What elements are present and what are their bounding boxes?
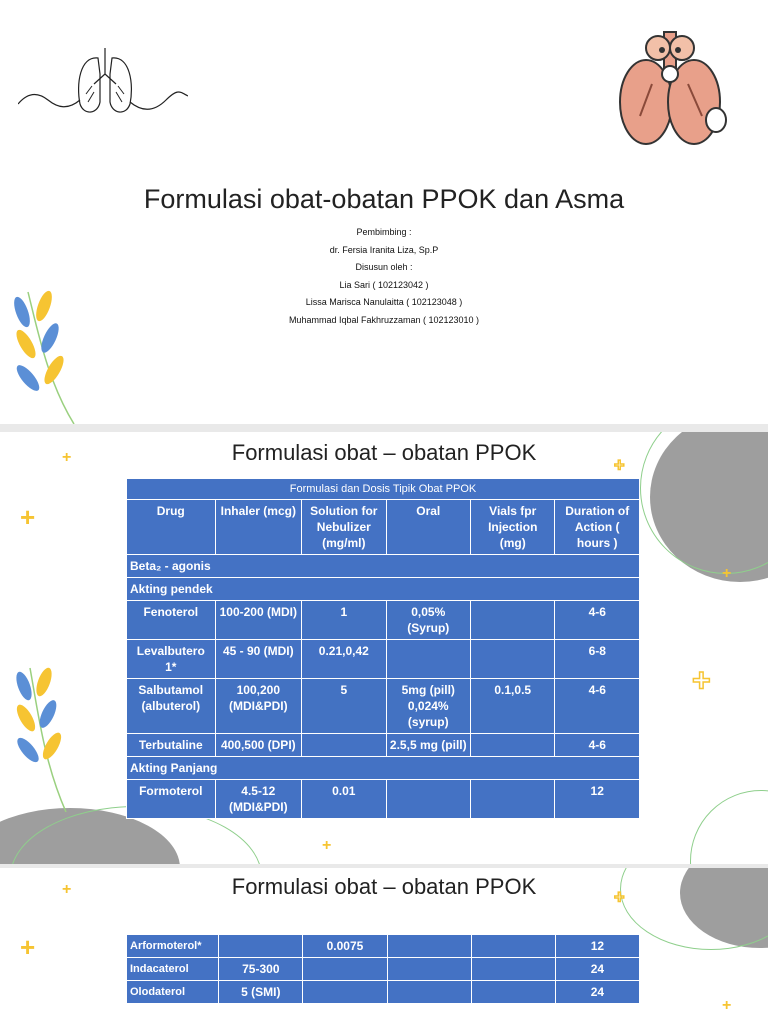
table-cell: [471, 601, 555, 640]
plus-icon: +: [62, 881, 72, 898]
table-row: [127, 734, 640, 757]
slide-title: [0, 0, 768, 424]
table-cell: [471, 734, 555, 757]
table-cell: 2.5,5 mg (pill): [386, 734, 470, 757]
table-cell: Arformoterol*: [127, 935, 219, 958]
section-row: Akting Panjang: [127, 757, 640, 780]
table-cell: 0,05% (Syrup): [386, 601, 470, 640]
table-row: [127, 780, 640, 819]
authors-label: Disusun oleh :: [355, 262, 413, 272]
plus-outline-icon: +: [692, 662, 711, 698]
table-cell: 100,200 (MDI&PDI): [215, 679, 302, 734]
table-row: [127, 958, 640, 981]
table-cell: 4-6: [555, 601, 640, 640]
table-cell: 0.21,0,42: [302, 640, 386, 679]
table-row: [127, 679, 640, 734]
table-cell: 0.1,0.5: [471, 679, 555, 734]
plus-icon: +: [722, 997, 732, 1014]
table-cell: 75-300: [219, 958, 303, 981]
drug-table: [126, 478, 640, 819]
table-cell: 4-6: [555, 734, 640, 757]
table-cell: Formoterol: [127, 780, 216, 819]
table-cell: 5: [302, 679, 386, 734]
column-header: Inhaler (mcg): [215, 500, 302, 555]
table-cell: [471, 958, 555, 981]
table-cell: 400,500 (DPI): [215, 734, 302, 757]
table-cell: [471, 640, 555, 679]
table-cell: [387, 981, 471, 1004]
column-header: Vials fpr Injection (mg): [471, 500, 555, 555]
column-header: Oral: [386, 500, 470, 555]
section-row: Beta₂ - agonis: [127, 555, 640, 578]
column-header: Solution for Nebulizer (mg/ml): [302, 500, 386, 555]
table-cell: [387, 935, 471, 958]
table-cell: 24: [555, 981, 639, 1004]
column-header: Duration of Action ( hours ): [555, 500, 640, 555]
table-cell: Fenoterol: [127, 601, 216, 640]
table-cell: [303, 981, 387, 1004]
table-cell: 1: [302, 601, 386, 640]
table-cell: 6-8: [555, 640, 640, 679]
table-cell: [219, 935, 303, 958]
plus-icon: +: [20, 502, 36, 532]
slide-table-2: [0, 868, 768, 1024]
table-cell: [303, 958, 387, 981]
table-cell: [386, 780, 470, 819]
page-title: Formulasi obat-obatan PPOK dan Asma: [143, 184, 625, 214]
slide-title: Formulasi obat – obatan PPOK: [231, 874, 537, 899]
author-1: Lia Sari ( 102123042 ): [339, 279, 429, 290]
author-2: Lissa Marisca Nanulaitta ( 102123048 ): [305, 297, 463, 307]
table-cell: [386, 640, 470, 679]
cartoon-lungs-icon: [612, 24, 730, 148]
table-cell: 45 - 90 (MDI): [215, 640, 302, 679]
table-cell: 12: [555, 935, 639, 958]
table-cell: 5mg (pill) 0,024% (syrup): [386, 679, 470, 734]
plus-icon: +: [62, 449, 72, 466]
column-header: Drug: [127, 500, 216, 555]
table-cell: Indacaterol: [127, 958, 219, 981]
table-cell: Levalbutero 1*: [127, 640, 216, 679]
plus-icon: +: [20, 932, 36, 962]
plus-outline-icon: +: [614, 887, 625, 907]
leaf-branch-icon: [8, 662, 72, 812]
table-cell: Salbutamol (albuterol): [127, 679, 216, 734]
table-row: [127, 601, 640, 640]
table-cell: [302, 734, 386, 757]
table-cell: [471, 780, 555, 819]
table-cell: Terbutaline: [127, 734, 216, 757]
table-cell: 4.5-12 (MDI&PDI): [215, 780, 302, 819]
table-row: [127, 935, 640, 958]
lungs-line-art-icon: [18, 44, 188, 124]
table-cell: Olodaterol: [127, 981, 219, 1004]
author-3: Muhammad Iqbal Fakhruzzaman ( 102123010 ): [288, 314, 480, 325]
table-cell: 0.0075: [303, 935, 387, 958]
table-cell: [387, 958, 471, 981]
table-cell: 24: [555, 958, 639, 981]
table-cell: 0.01: [302, 780, 386, 819]
table-cell: 100-200 (MDI): [215, 601, 302, 640]
author-block: [0, 224, 768, 329]
leaf-branch-icon: [8, 282, 80, 424]
drug-table-continued: [126, 934, 640, 1004]
table-row: [127, 981, 640, 1004]
table-cell: 4-6: [555, 679, 640, 734]
plus-icon: +: [322, 837, 332, 854]
table-cell: 12: [555, 780, 640, 819]
table-row: [127, 640, 640, 679]
plus-outline-icon: +: [614, 455, 625, 475]
section-row: Akting pendek: [127, 578, 640, 601]
table-cell: [471, 935, 555, 958]
decor-ring-bottom-right: [690, 790, 768, 864]
table-caption: Formulasi dan Dosis Tipik Obat PPOK: [127, 479, 640, 500]
table-cell: [471, 981, 555, 1004]
plus-icon: +: [722, 565, 732, 582]
supervisor-name: dr. Fersia Iranita Liza, Sp.P: [329, 244, 439, 255]
supervisor-label: Pembimbing :: [356, 227, 412, 237]
table-cell: 5 (SMI): [219, 981, 303, 1004]
slide-table-1: [0, 432, 768, 864]
slide-title: Formulasi obat – obatan PPOK: [231, 440, 537, 465]
